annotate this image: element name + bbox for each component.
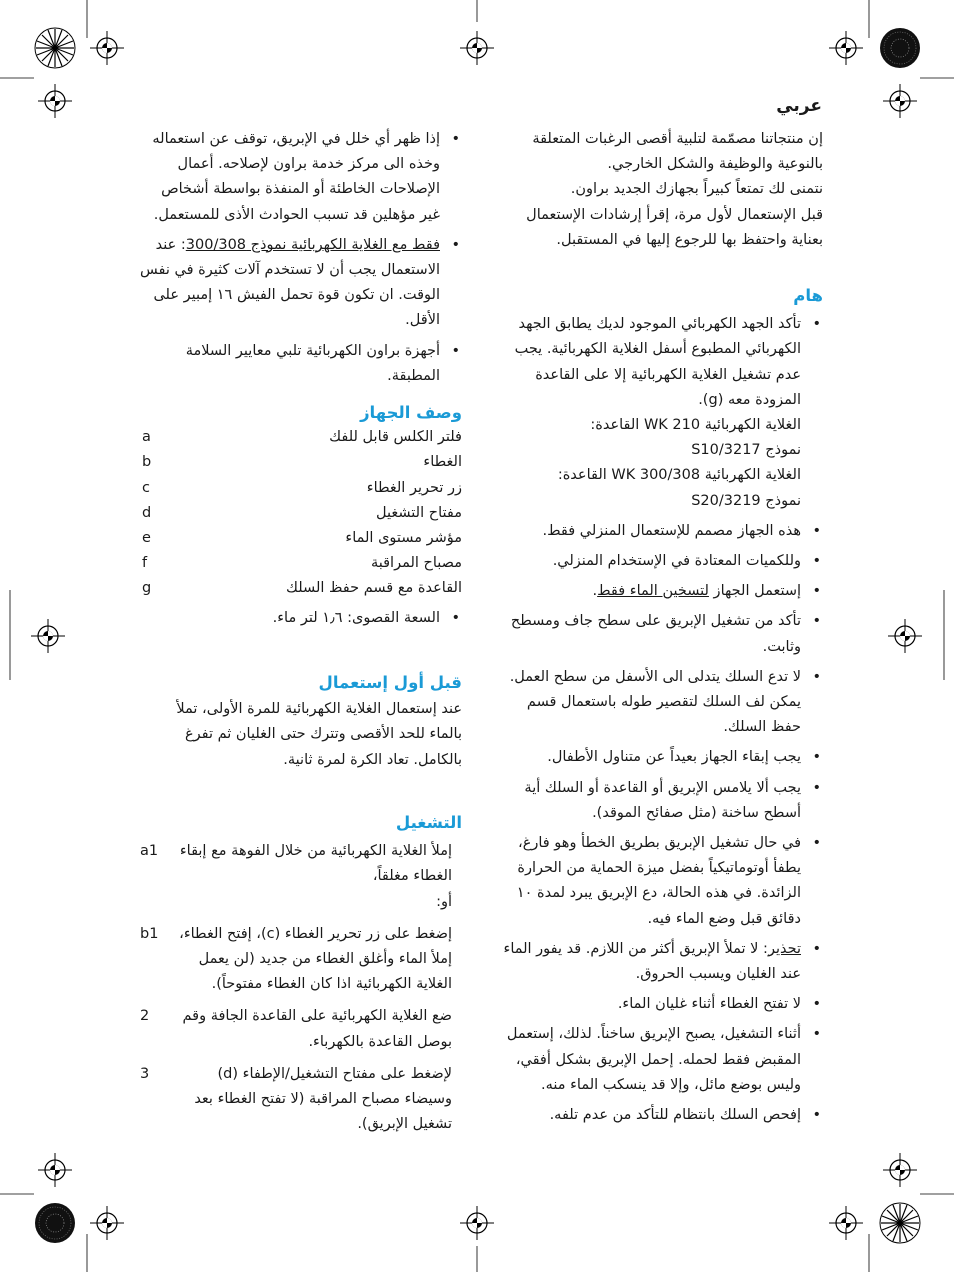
intro-text <box>497 127 823 253</box>
list-item: • إذا ظهر أي خلل في الإبريق، توقف عن استعماله وخذه الى مركز خدمة براون لإصلاحه. أعمال الإصلاحات الخاطئة أو المنفذة بواسطة أشخاص غير مؤهلين قد تسبب الحوادث الأذى للمستعمل. <box>140 127 462 228</box>
important-heading: هام <box>793 286 823 305</box>
list-item: • فقط مع الغلاية الكهربائية نموذج 300/308: عند الاستعمال يجب أن لا تستخدم آلات كثيرة في نفس الوقت. ان تكون قوة تحمل الفيش ١٦ إمبير على الأقل. <box>140 233 462 334</box>
capacity-note: • السعة القصوى: ١٫٦ لتر ماء. <box>140 606 462 631</box>
before-use-section <box>140 670 462 773</box>
before-use-heading: قبل أول إستعمال <box>318 673 462 692</box>
operation-steps <box>140 839 462 1137</box>
list-item: • يجب ألا يلامس الإبريق أو القاعدة أو السلك أية أسطح ساخنة (مثل صفائح الموقد). <box>497 776 823 826</box>
list-item: • لا تفتح الغطاء أثناء غليان الماء. <box>497 992 823 1017</box>
language-title: عربي <box>776 96 822 116</box>
description-heading: وصف الجهاز <box>360 403 462 422</box>
step-item: b1 إضغط على زر تحرير الغطاء (c)، إفتح الغطاء، إملأ الماء وأغلق الغطاء من جديد (لن يعمل الغلاية الكهربائية اذا كان الغطاء مفتوحاً). <box>140 925 452 993</box>
important-list <box>497 312 823 1128</box>
intro-line: إن منتجاتنا مصمّمة لتلبية أقصى الرغبات المتعلقة <box>532 131 823 147</box>
starburst-mark-bottom-left <box>35 1203 75 1243</box>
intro-line: بعناية واحتفظ بها للرجوع إليها في المستقبل. <box>556 231 823 248</box>
part-item: g القاعدة مع قسم حفظ السلك <box>142 580 462 597</box>
starburst-mark-top-left <box>35 28 75 68</box>
list-item: • تأكد من تشغيل الإبريق على سطح جاف ومسطح وثابت. <box>497 609 823 659</box>
list-item: • في حال تشغيل الإبريق بطريق الخطأ وهو فارغ، يطفأ أوتوماتيكياً بفضل ميزة الحماية من الحرارة الزائدة. في هذه الحالة، دع الإبريق يبرد لمدة ١٠ دقائق قبل وضع الماء فيه. <box>497 831 823 932</box>
intro-line: نتمنى لك تمتعاً كبيراً بجهازك الجديد براون. <box>570 181 823 198</box>
description-section <box>140 400 462 636</box>
part-item: d مفتاح التشغيل <box>142 504 462 521</box>
list-item: • هذه الجهاز مصمم للإستعمال المنزلي فقط. <box>497 519 823 544</box>
safety-list <box>140 127 462 394</box>
part-item: e مؤشر مستوى الماء <box>142 530 462 547</box>
parts-list <box>140 425 462 601</box>
step-item: 3 لإضغط على مفتاح التشغيل/الإطفاء (d) وسيضاء مصباح المراقبة (لا تفتح الغطاء بعد تشغيل الإبريق). <box>140 1065 452 1133</box>
intro-line: بالنوعية والوظيفة والشكل الخارجي. <box>607 156 823 173</box>
list-item: • أثناء التشغيل، يصبح الإبريق ساخناً. لذلك، إستعمل المقبض فقط لحمله. إحمل الإبريق بشكل أفقي، وليس بوضع مائل، وإلا قد ينسكب الماء منه. <box>497 1022 823 1098</box>
operation-section <box>140 810 462 1144</box>
part-item: b الغطاء <box>142 454 462 471</box>
intro-line: قبل الإستعمال لأول مرة، إقرأ إرشادات الإستعمال <box>526 206 823 223</box>
list-item: • يجب إبقاء الجهاز بعيداً عن متناول الأطفال. <box>497 745 823 770</box>
starburst-mark-top-right <box>880 28 920 68</box>
list-item: • تأكد الجهد الكهربائي الموجود لديك يطابق الجهد الكهربائي المطبوع أسفل الغلاية الكهربائية. يجب عدم تشغيل الغلاية الكهربائية إلا على القاعدة المزودة معه (g). الغلاية الكهربائية WK 210 القاعدة: نموذج 3217/S10 الغلاية الكهربائية WK 300/308 القاعدة: نموذج 3219/S20 <box>497 312 823 514</box>
before-use-text: عند إستعمال الغلاية الكهربائية للمرة الأولى، تملأ بالماء للحد الأقصى وتترك حتى الغليان ثم تفرغ بالكامل. تعاد الكرة لمرة ثانية. <box>176 701 462 768</box>
list-item: • أجهزة براون الكهربائية تلبي معايير السلامة المطبقة. <box>140 339 462 389</box>
list-item: • إستعمل الجهاز لتسخين الماء فقط. <box>497 579 823 604</box>
step-item: a1 إملأ الغلاية الكهربائية من خلال الفوهة مع إبقاء الغطاء مغلقاً، أو: <box>140 843 452 910</box>
list-item: • إفحص السلك بانتظام للتأكد من عدم تلفه. <box>497 1103 823 1128</box>
list-item: • لا تدع السلك يتدلى الى الأسفل من سطح العمل. يمكن لف السلك لتقصير طوله باستعمال قسم حفظ السلك. <box>497 665 823 741</box>
capacity-list <box>140 606 462 631</box>
list-item: • وللكميات المعتادة في الإستخدام المنزلي. <box>497 549 823 574</box>
important-section <box>497 283 823 1133</box>
step-item: 2 ضع الغلاية الكهربائية على القاعدة الجافة وقم بوصل القاعدة بالكهرباء. <box>140 1008 452 1050</box>
part-item: a فلتر الكلس قابل للفك <box>142 429 462 446</box>
list-item: • تحذير: لا تملأ الإبريق أكثر من اللازم. قد يفور الماء عند الغليان ويسبب الحروق. <box>497 937 823 987</box>
operation-heading: التشغيل <box>395 813 462 832</box>
part-item: f مصباح المراقبة <box>142 555 462 572</box>
starburst-mark-bottom-right <box>880 1203 920 1243</box>
part-item: c زر تحرير الغطاء <box>142 479 462 496</box>
